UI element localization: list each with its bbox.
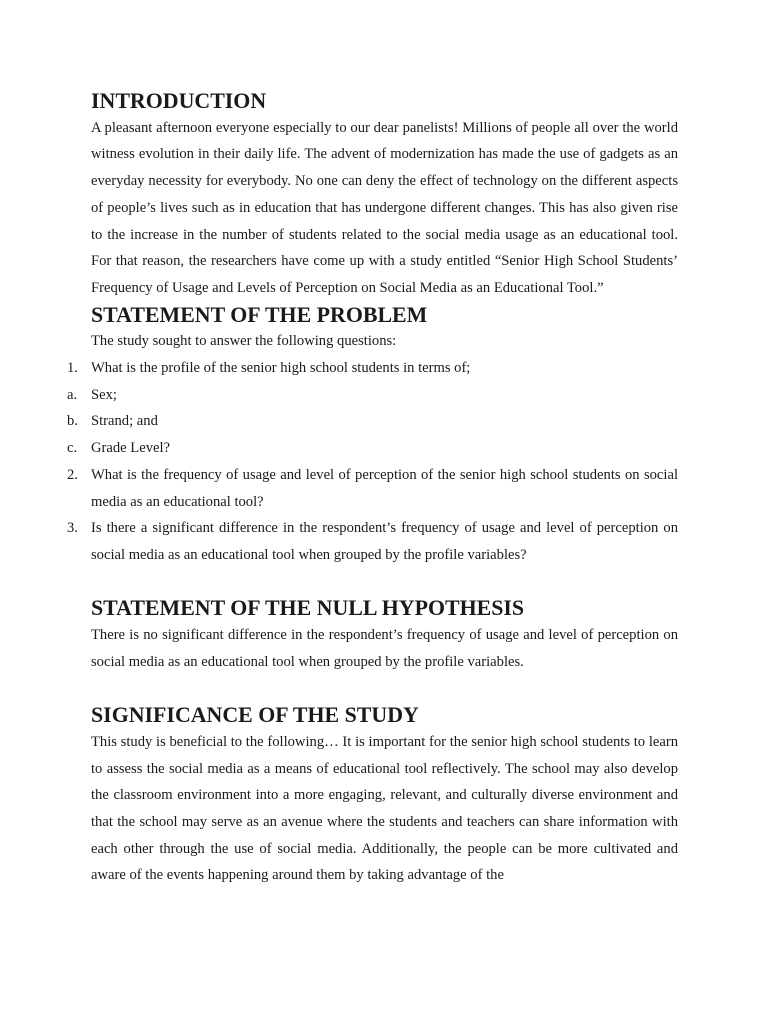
problem-heading: STATEMENT OF THE PROBLEM bbox=[91, 301, 428, 327]
significance-heading: SIGNIFICANCE OF THE STUDY bbox=[91, 702, 419, 728]
list-item bbox=[67, 408, 678, 435]
list-item bbox=[67, 462, 678, 515]
list-item-text: Sex; bbox=[91, 386, 117, 403]
list-item-text: Grade Level? bbox=[91, 440, 170, 457]
introduction-heading: INTRODUCTION bbox=[91, 88, 267, 113]
hypothesis-heading: STATEMENT OF THE NULL HYPOTHESIS bbox=[91, 595, 525, 621]
list-marker: 2. bbox=[67, 466, 78, 483]
list-item bbox=[67, 382, 678, 409]
significance-paragraph: This study is beneficial to the following… It is important for the senior high school students to learn to assess the social media as a means of educational tool reflectively. The school may also develop the classroom environment into a more engaging, relevant, and culturally diverse environment and that the school may serve as an avenue where the students and teachers can share information with each other through the use of social media. Additionally, the people can be more cultivated and aware of the events happening around them by taking advantage of the bbox=[91, 733, 678, 884]
list-marker: b. bbox=[67, 413, 78, 430]
list-marker: 1. bbox=[67, 360, 78, 377]
list-marker: 3. bbox=[67, 520, 78, 537]
section-spacer bbox=[91, 675, 678, 702]
list-marker: a. bbox=[67, 386, 78, 403]
list-item-text: Is there a significant difference in the respondent’s frequency of usage and level of perception on social media as an educational tool when grouped by the profile variables? bbox=[91, 520, 678, 563]
hypothesis-paragraph: There is no significant difference in the respondent’s frequency of usage and level of perception on social media as an educational tool when grouped by the profile variables. bbox=[91, 627, 678, 670]
introduction-paragraph: A pleasant afternoon everyone especially to our dear panelists! Millions of people all over the world witness evolution in their daily life. The advent of modernization has made the use of gadgets as an everyday necessity for everybody. No one can deny the effect of technology on the different aspects of people’s lives such as in education that has undergone different changes. This has also given rise to the increase in the number of students related to the social media usage as an educational tool. For that reason, the researchers have come up with a study entitled “Senior High School Students’ Frequency of Usage and Levels of Perception on Social Media as an Educational Tool.” bbox=[91, 119, 678, 296]
list-item bbox=[67, 435, 678, 462]
section-spacer bbox=[91, 569, 678, 596]
problem-questions-list bbox=[67, 355, 678, 569]
list-item bbox=[67, 355, 678, 382]
list-item bbox=[67, 515, 678, 568]
document-page bbox=[67, 88, 678, 889]
list-item-text: What is the profile of the senior high school students in terms of; bbox=[91, 360, 471, 377]
list-item-text: Strand; and bbox=[91, 413, 158, 430]
problem-intro: The study sought to answer the following questions: bbox=[91, 333, 397, 350]
list-item-text: What is the frequency of usage and level of perception of the senior high school students on social media as an educational tool? bbox=[91, 466, 678, 510]
list-marker: c. bbox=[67, 440, 78, 457]
